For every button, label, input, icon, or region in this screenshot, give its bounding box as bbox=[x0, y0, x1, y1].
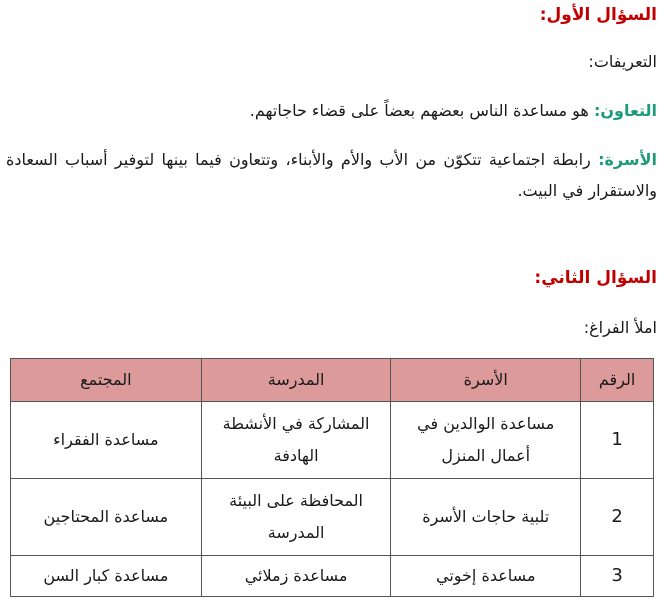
cooperation-table bbox=[10, 358, 654, 597]
header-school: المدرسة bbox=[201, 359, 391, 402]
cell-school: المحافظة على البيئة المدرسة bbox=[201, 479, 391, 556]
cell-society: مساعدة كبار السن bbox=[11, 556, 202, 597]
definition-text-family: رابطة اجتماعية تتكوّن من الأب والأم والأبناء، وتتعاون فيما بينها لتوفير أسباب السعادة والاستقرار في البيت. bbox=[6, 150, 657, 200]
table-row bbox=[11, 479, 654, 556]
cell-society: مساعدة الفقراء bbox=[11, 402, 202, 479]
definition-text-cooperation: هو مساعدة الناس بعضهم بعضاً على قضاء حاجاتهم. bbox=[249, 101, 589, 120]
header-family: الأسرة bbox=[391, 359, 581, 402]
cell-family: تلبية حاجات الأسرة bbox=[391, 479, 581, 556]
cell-school: المشاركة في الأنشطة الهادفة bbox=[201, 402, 391, 479]
definitions-intro: التعريفات: bbox=[588, 52, 657, 71]
definition-family bbox=[6, 144, 657, 206]
table-row bbox=[11, 556, 654, 597]
definition-term-family: الأسرة: bbox=[598, 150, 657, 169]
cell-family: مساعدة الوالدين في أعمال المنزل bbox=[391, 402, 581, 479]
row-number: 2 bbox=[581, 479, 654, 556]
question-two-heading: السؤال الثاني: bbox=[534, 268, 657, 288]
row-number: 3 bbox=[581, 556, 654, 597]
definition-term-cooperation: التعاون: bbox=[593, 101, 657, 120]
cell-society: مساعدة المحتاجين bbox=[11, 479, 202, 556]
question-one-heading: السؤال الأول: bbox=[539, 5, 657, 25]
header-number: الرقم bbox=[581, 359, 654, 402]
cell-school: مساعدة زملائي bbox=[201, 556, 391, 597]
cell-family: مساعدة إخوتي bbox=[391, 556, 581, 597]
row-number: 1 bbox=[581, 402, 654, 479]
table-header-row bbox=[11, 359, 654, 402]
header-society: المجتمع bbox=[11, 359, 202, 402]
definition-cooperation bbox=[250, 95, 657, 126]
table-row bbox=[11, 402, 654, 479]
fill-blank-intro: املأ الفراغ: bbox=[583, 318, 657, 337]
